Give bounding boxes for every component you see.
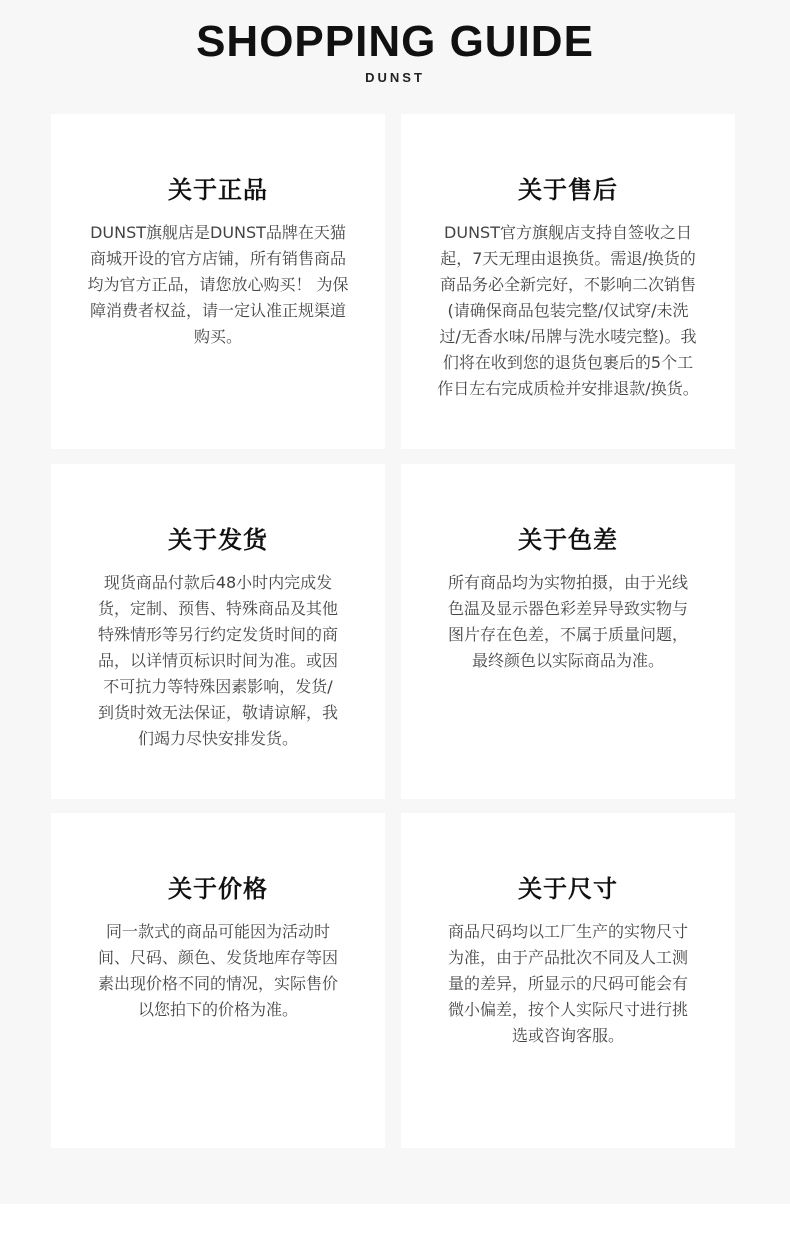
guide-header [0,18,790,85]
card-body: 同一款式的商品可能因为活动时间、尺码、颜色、发货地库存等因素出现价格不同的情况，实际售价以您拍下的价格为准。 [97,922,338,1019]
card-body: 商品尺码均以工厂生产的实物尺寸为准，由于产品批次不同及人工测量的差异，所显示的尺码可能会有微小偏差，按个人实际尺寸进行挑选或咨询客服。 [447,922,688,1045]
card-price [51,813,385,1148]
brand-name: DUNST [365,70,425,85]
card-title: 关于尺寸 [518,875,618,903]
card-color-difference [401,464,735,799]
page-title: SHOPPING GUIDE [196,17,594,66]
card-shipping [51,464,385,799]
card-body: 所有商品均为实物拍摄，由于光线色温及显示器色彩差异导致实物与图片存在色差，不属于质量问题，最终颜色以实际商品为准。 [447,573,688,670]
card-body: DUNST官方旗舰店支持自签收之日起，7天无理由退换货。需退/换货的商品务必全新完好，不影响二次销售(请确保商品包装完整/仅试穿/未洗过/无香水味/吊牌与洗水唛完整)。我们将在收到您的退货包裹后的5个工作日左右完成质检并安排退款/换货。 [437,223,699,398]
card-after-sales [401,114,735,449]
card-title: 关于正品 [168,176,268,204]
card-title: 关于发货 [168,526,268,554]
card-title: 关于售后 [518,176,618,204]
card-body: DUNST旗舰店是DUNST品牌在天猫商城开设的官方店铺，所有销售商品均为官方正品，请您放心购买！ 为保障消费者权益，请一定认准正规渠道购买。 [87,223,349,346]
card-title: 关于色差 [518,526,618,554]
card-size [401,813,735,1148]
card-title: 关于价格 [168,875,268,903]
card-body: 现货商品付款后48小时内完成发货，定制、预售、特殊商品及其他特殊情形等另行约定发货时间的商品，以详情页标识时间为准。或因不可抗力等特殊因素影响，发货/到货时效无法保证，敬请谅解，我们竭力尽快安排发货。 [97,573,338,748]
card-authentic [51,114,385,449]
